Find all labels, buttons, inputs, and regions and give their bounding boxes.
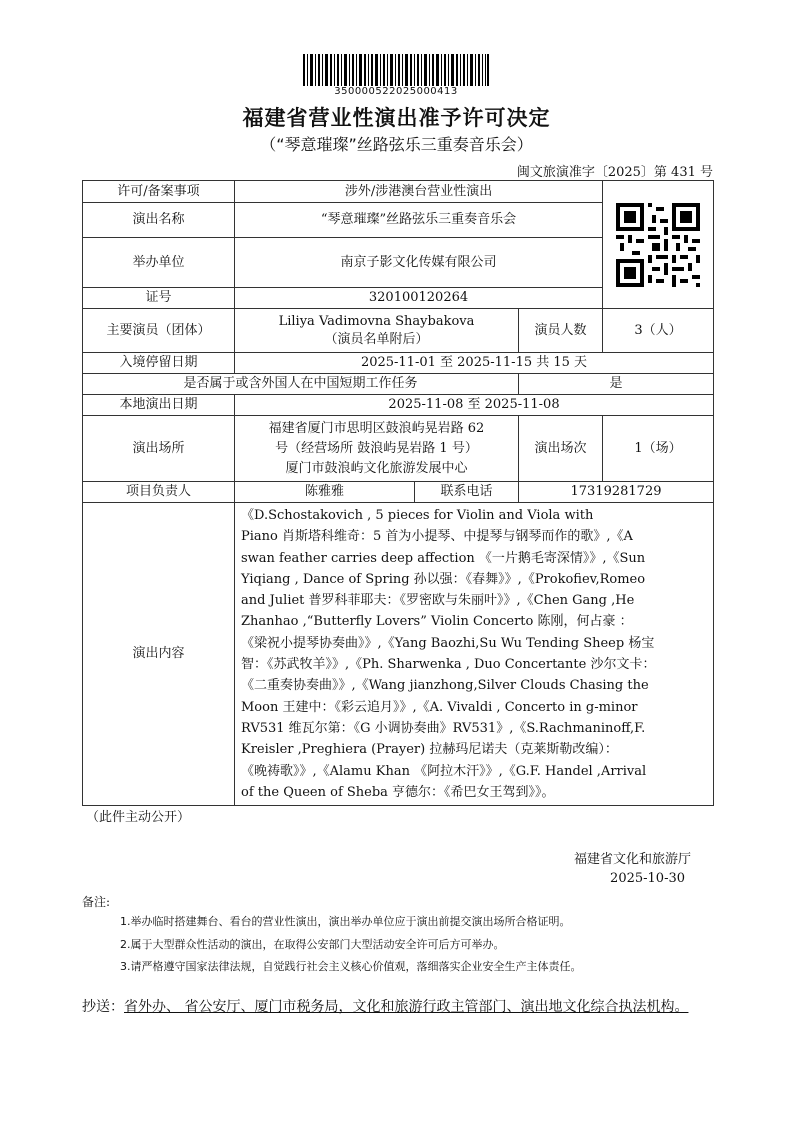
note-item: 3.请严格遵守国家法律法规，自觉践行社会主义核心价值观，落细落实企业安全生产主体责任。 (120, 960, 582, 973)
field-value: “琴意璀璨”丝路弦乐三重奏音乐会 (235, 203, 603, 238)
main-performer: Liliya Vadimovna Shaybakova (278, 313, 475, 329)
field-label: 是否属于或含外国人在中国短期工作任务 (83, 374, 519, 395)
field-value: 2025-11-08 至 2025-11-08 (235, 395, 714, 416)
field-label: 联系电话 (415, 482, 519, 503)
field-value (235, 309, 519, 353)
notes-title: 备注: (82, 895, 111, 909)
note-item: 1.举办临时搭建舞台、看台的营业性演出，演出举办单位应于演出前提交演出场所合格证明。 (120, 915, 571, 928)
program-line: Yiqiang , Dance of Spring 孙以强：《春舞》》,《Prokofiev,Romeo (241, 571, 646, 587)
barcode (303, 54, 489, 86)
field-label: 本地演出日期 (83, 395, 235, 416)
field-value: 3（人） (603, 309, 714, 353)
note-item: 2.属于大型群众性活动的演出，在取得公安部门大型活动安全许可后方可举办。 (120, 938, 505, 951)
field-value: 陈雅雅 (235, 482, 415, 503)
field-label: 演出名称 (83, 203, 235, 238)
program-line: RV531 维瓦尔第：《G 小调协奏曲》RV531》,《S.Rachmaninoff,F. (241, 720, 646, 736)
program-content (235, 503, 714, 806)
program-line: 《梁祝小提琴协奏曲》》,《Yang Baozhi,Su Wu Tending Sheep 杨宝 (241, 635, 655, 651)
program-line: Piano 肖斯塔科维奇：5 首为小提琴、中提琴与钢琴而作的歌》,《A (241, 529, 633, 545)
field-value (235, 416, 519, 482)
table-row (83, 353, 714, 374)
program-line: Kreisler ,Preghiera (Prayer) 拉赫玛尼诺夫（克莱斯勒改编）： (241, 742, 618, 758)
field-value: 1（场） (603, 416, 714, 482)
table-row (83, 309, 714, 353)
qr-code-icon (616, 203, 700, 287)
field-value: 2025-11-01 至 2025-11-15 共 15 天 (235, 353, 714, 374)
table-row (83, 374, 714, 395)
program-line: 《晚祷歌》》,《Alamu Khan 《阿拉木汗》》,《G.F. Handel ,Arrival (241, 763, 647, 779)
program-line: 智：《苏武牧羊》》,《Ph. Sharwenka , Duo Concertante 沙尔文卡： (241, 657, 656, 673)
venue-address-line: 福建省厦门市思明区鼓浪屿晃岩路 62 (268, 420, 485, 436)
license-table (82, 180, 714, 806)
field-label: 主要演员（团体） (83, 309, 235, 353)
field-label: 演出内容 (83, 503, 235, 806)
venue-name: 厦门市鼓浪屿文化旅游发展中心 (285, 460, 468, 476)
document-number: 闽文旅演准字〔2025〕第 431 号 (516, 165, 713, 180)
field-label: 许可/备案事项 (83, 181, 235, 203)
table-row (83, 503, 714, 806)
venue-address-line: 号（经营场所 鼓浪屿晃岩路 1 号） (275, 440, 478, 456)
qr-cell (603, 181, 714, 309)
program-line: of the Queen of Sheba 亨德尔：《希巴女王驾到》》。 (241, 784, 555, 800)
field-label: 入境停留日期 (83, 353, 235, 374)
field-label: 证号 (83, 288, 235, 309)
field-value: 320100120264 (235, 288, 603, 309)
issue-date: 2025-10-30 (610, 871, 685, 886)
field-value: 17319281729 (519, 482, 714, 503)
program-line: swan feather carries deep affection 《一片鹅毛寄深情》》,《Sun (241, 550, 646, 566)
table-row (83, 416, 714, 482)
table-row (83, 482, 714, 503)
field-label: 项目负责人 (83, 482, 235, 503)
document-subtitle: （“琴意璀璨”丝路弦乐三重奏音乐会） (260, 135, 533, 154)
field-value: 是 (519, 374, 714, 395)
table-row (83, 395, 714, 416)
carbon-copy (82, 996, 714, 1018)
field-label: 演出场次 (519, 416, 603, 482)
public-disclosure-note: （此件主动公开） (86, 810, 191, 825)
cc-label: 抄送： (82, 999, 124, 1015)
field-label: 演员人数 (519, 309, 603, 353)
field-value: 涉外/涉港澳台营业性演出 (235, 181, 603, 203)
performer-list-note: （演员名单附后） (324, 331, 429, 347)
program-line: 《二重奏协奏曲》》,《Wang jianzhong,Silver Clouds Chasing the (241, 678, 649, 694)
field-label: 演出场所 (83, 416, 235, 482)
document-title: 福建省营业性演出准予许可决定 (242, 106, 551, 130)
barcode-number: 350000522025000413 (334, 86, 458, 97)
program-line: and Juliet 普罗科菲耶夫：《罗密欧与朱丽叶》》,《Chen Gang ,He (241, 593, 635, 609)
field-label: 举办单位 (83, 238, 235, 288)
issuing-organization: 福建省文化和旅游厅 (573, 852, 691, 867)
program-line: 《D.Schostakovich , 5 pieces for Violin and Viola with (241, 508, 594, 523)
table-row (83, 181, 714, 203)
program-line: Zhanhao ,“Butterfly Lovers” Violin Concerto 陈刚，何占豪 ： (241, 614, 633, 630)
program-line: Moon 王建中：《彩云追月》》,《A. Vivaldi , Concerto in g-minor (241, 699, 638, 715)
field-value: 南京子影文化传媒有限公司 (235, 238, 603, 288)
cc-recipients: 省外办、 省公安厅、厦门市税务局，文化和旅游行政主管部门、演出地文化综合执法机构。 (124, 999, 689, 1015)
